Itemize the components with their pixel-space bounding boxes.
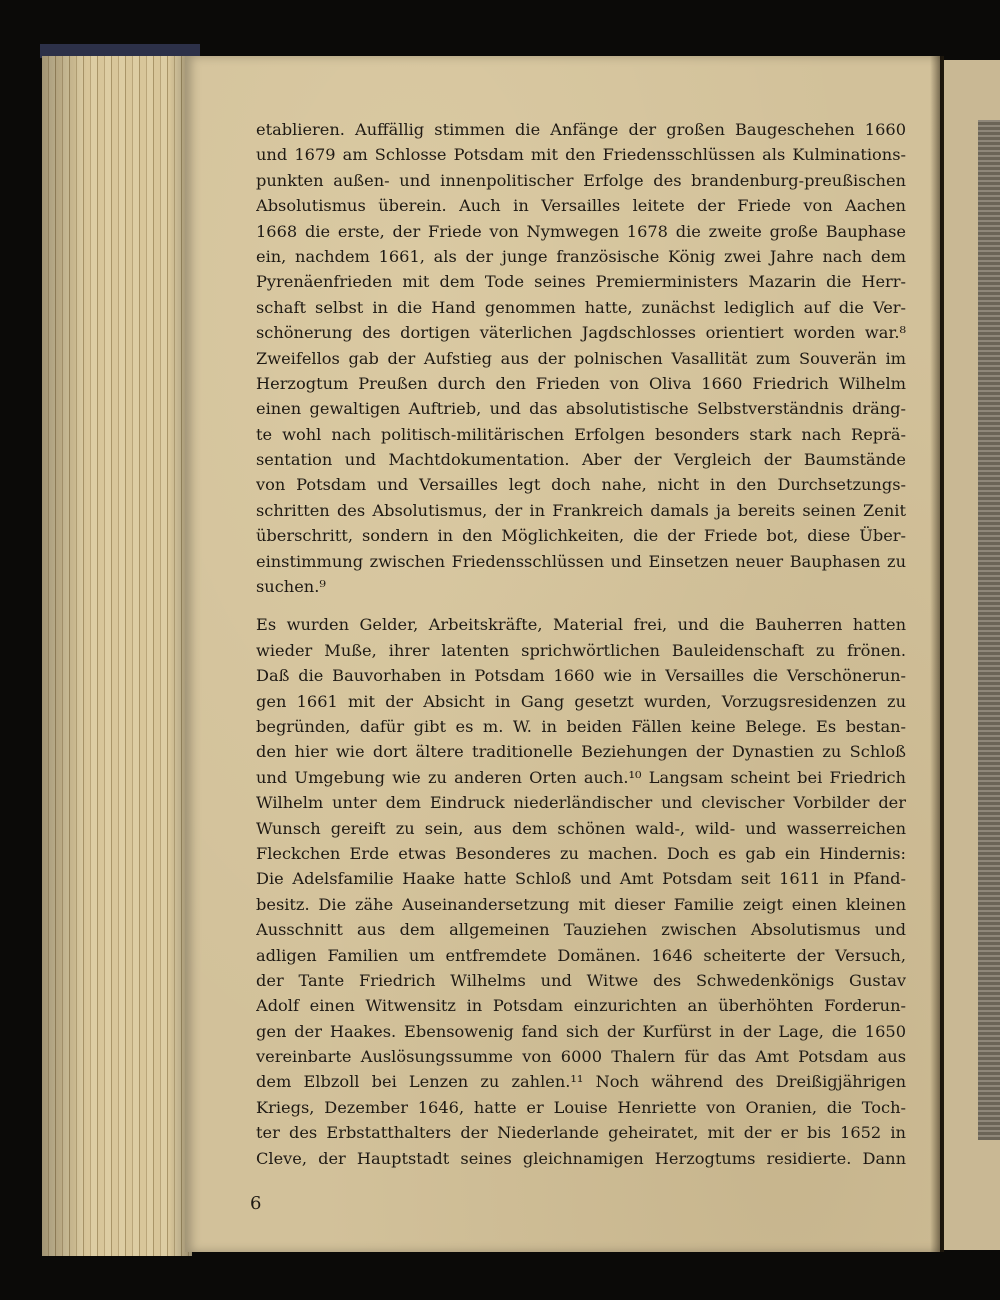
text-line: ein, nachdem 1661, als der junge französische König zwei Jahre nach dem xyxy=(256,246,906,266)
text-line: 1668 die erste, der Friede von Nymwegen 1678 die zweite große Bauphase xyxy=(256,221,906,241)
text-line: von Potsdam und Versailles legt doch nahe, nicht in den Durchsetzungs- xyxy=(256,475,906,495)
text-line: Wilhelm unter dem Eindruck niederländischer und clevischer Vorbilder der xyxy=(256,793,906,813)
text-line: Herzogtum Preußen durch den Frieden von Oliva 1660 Friedrich Wilhelm xyxy=(256,373,906,393)
text-line: Pyrenäenfrieden mit dem Tode seines Premierministers Mazarin die Herr- xyxy=(256,272,906,292)
text-line: suchen.⁹ xyxy=(256,577,326,597)
text-line: punkten außen- und innenpolitischer Erfolge des brandenburg-preußischen xyxy=(256,170,906,190)
text-line: der Tante Friedrich Wilhelms und Witwe des Schwedenkönigs Gustav xyxy=(256,970,906,990)
text-line: den hier wie dort ältere traditionelle Beziehungen der Dynastien zu Schloß xyxy=(256,742,906,762)
text-line: schaft selbst in die Hand genommen hatte, zunächst lediglich auf die Ver- xyxy=(256,297,906,317)
text-line: sentation und Machtdokumentation. Aber der Vergleich der Baumstände xyxy=(256,450,906,470)
text-line: wieder Muße, ihrer latenten sprichwörtlichen Bauleidenschaft zu frönen. xyxy=(256,640,906,660)
text-line: Adolf einen Witwensitz in Potsdam einzurichten an überhöhten Forderun- xyxy=(256,996,906,1016)
text-line: Fleckchen Erde etwas Besonderes zu machen. Doch es gab ein Hindernis: xyxy=(256,843,906,863)
text-line: te wohl nach politisch-militärischen Erfolgen besonders stark nach Reprä- xyxy=(256,424,906,444)
text-line: Es wurden Gelder, Arbeitskräfte, Material frei, und die Bauherren hatten xyxy=(256,615,906,635)
text-line: schritten des Absolutismus, der in Frankreich damals ja bereits seinen Zenit xyxy=(256,500,906,520)
page-edges-shadow xyxy=(42,56,192,1256)
text-line: etablieren. Auffällig stimmen die Anfänge der großen Baugeschehen 1660 xyxy=(256,120,906,139)
text-line: gen 1661 mit der Absicht in Gang gesetzt wurden, Vorzugsresidenzen zu xyxy=(256,691,906,711)
facing-page-illustration xyxy=(978,120,1000,1140)
text-line: besitz. Die zähe Auseinandersetzung mit dieser Familie zeigt einen kleinen xyxy=(256,894,906,914)
text-line: Daß die Bauvorhaben in Potsdam 1660 wie in Versailles die Verschönerun- xyxy=(256,666,906,686)
paragraph-gap xyxy=(256,599,906,612)
text-line: einstimmung zwischen Friedensschlüssen und Einsetzen neuer Bauphasen zu xyxy=(256,551,906,571)
text-line: schönerung des dortigen väterlichen Jagdschlosses orientiert worden war.⁸ xyxy=(256,323,906,343)
text-line: Zweifellos gab der Aufstieg aus der polnischen Vasallität zum Souverän im xyxy=(256,348,906,368)
text-line: dem Elbzoll bei Lenzen zu zahlen.¹¹ Noch während des Dreißigjährigen xyxy=(256,1072,906,1092)
text-line: Absolutismus überein. Auch in Versailles leitete der Friede von Aachen xyxy=(256,196,906,216)
text-line: vereinbarte Auslösungssumme von 6000 Thalern für das Amt Potsdam aus xyxy=(256,1047,906,1067)
text-line: adligen Familien um entfremdete Domänen. 1646 scheiterte der Versuch, xyxy=(256,945,906,965)
body-text xyxy=(256,117,906,1171)
text-line: und Umgebung wie zu anderen Orten auch.¹⁰ Langsam scheint bei Friedrich xyxy=(256,767,906,787)
text-line: gen der Haakes. Ebensowenig fand sich der Kurfürst in der Lage, die 1650 xyxy=(256,1021,906,1041)
text-line: Cleve, der Hauptstadt seines gleichnamigen Herzogtums residierte. Dann xyxy=(256,1148,906,1168)
text-line: begründen, dafür gibt es m. W. in beiden Fällen keine Belege. Es bestan- xyxy=(256,716,906,736)
text-line: Wunsch gereift zu sein, aus dem schönen wald-, wild- und wasserreichen xyxy=(256,818,906,838)
paragraph-1 xyxy=(256,117,906,599)
text-line: überschritt, sondern in den Möglichkeiten, die der Friede bot, diese Über- xyxy=(256,526,906,546)
page-number: 6 xyxy=(250,1193,262,1214)
page-gutter xyxy=(930,56,944,1252)
text-line: einen gewaltigen Auftrieb, und das absolutistische Selbstverständnis dräng- xyxy=(256,399,906,419)
text-line: ter des Erbstatthalters der Niederlande geheiratet, mit der er bis 1652 in xyxy=(256,1123,906,1143)
text-line: Ausschnitt aus dem allgemeinen Tauziehen zwischen Absolutismus und xyxy=(256,920,906,940)
text-line: Kriegs, Dezember 1646, hatte er Louise Henriette von Oranien, die Toch- xyxy=(256,1097,906,1117)
text-line: und 1679 am Schlosse Potsdam mit den Friedensschlüssen als Kulminations- xyxy=(256,145,906,165)
paragraph-2 xyxy=(256,612,906,1171)
text-line: Die Adelsfamilie Haake hatte Schloß und Amt Potsdam seit 1611 in Pfand- xyxy=(256,869,906,889)
